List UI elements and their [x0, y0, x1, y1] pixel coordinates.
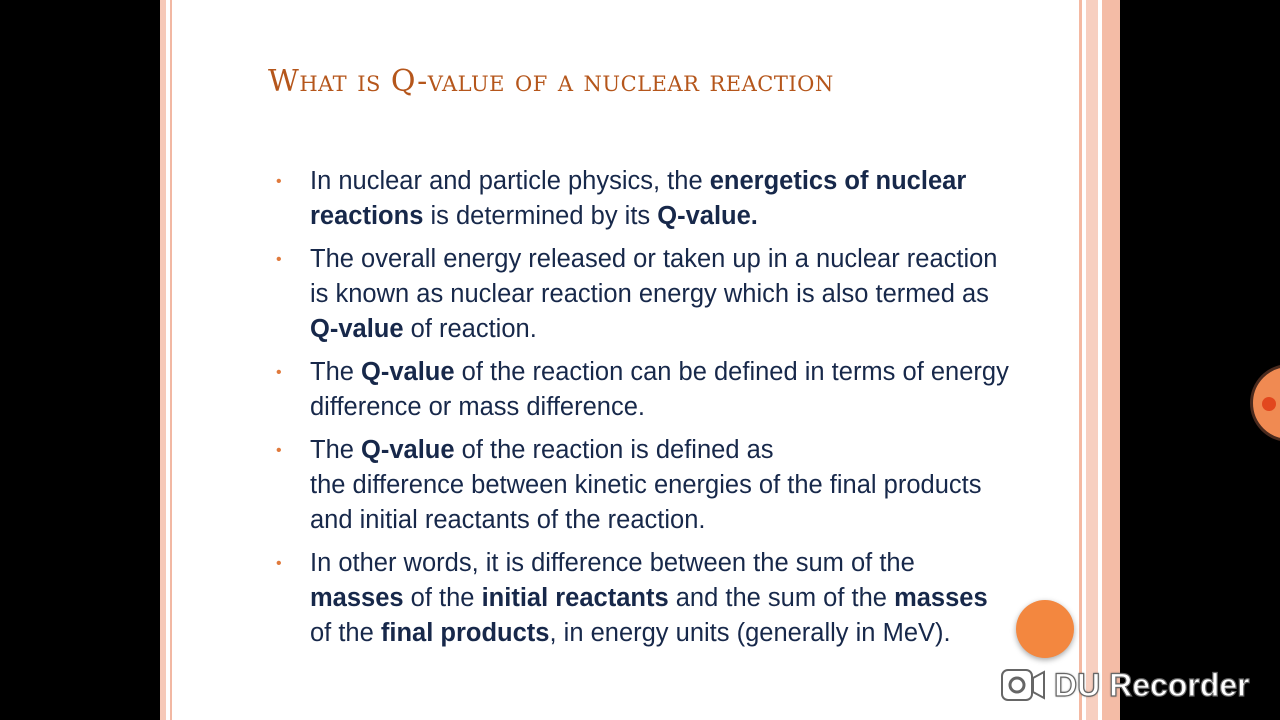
side-decoration-dot	[1262, 397, 1276, 411]
bullet-dot-icon: •	[276, 364, 282, 381]
bullet-list	[272, 164, 1012, 659]
bullet-bold-text: Q-value	[361, 358, 455, 386]
bullet-item	[272, 433, 1012, 538]
bullet-item	[272, 242, 1012, 347]
bullet-text-segment: The overall energy released or taken up in a nuclear reaction is known as nuclear reaction energy which is also termed as	[310, 245, 998, 308]
slide-title: What is Q-value of a nuclear reaction	[268, 64, 834, 99]
slide-border-stripe	[1086, 0, 1098, 720]
bullet-text-segment: , in energy units (generally in MeV).	[549, 619, 951, 647]
record-button[interactable]	[1016, 600, 1074, 658]
bullet-bold-text: masses	[894, 584, 988, 612]
bullet-bold-text: masses	[310, 584, 404, 612]
bullet-text-segment: The	[310, 358, 362, 386]
bullet-text-segment: is determined by its	[423, 202, 658, 230]
bullet-bold-text: Q-value.	[657, 202, 758, 230]
bullet-text-segment: of the	[403, 584, 482, 612]
du-recorder-camera-icon	[1000, 665, 1046, 705]
bullet-text	[310, 436, 981, 534]
bullet-item	[272, 164, 1012, 234]
bullet-text-segment: The	[310, 436, 362, 464]
bullet-text-segment: the difference between kinetic energies of the final products and initial reactants of the reaction.	[310, 471, 982, 534]
bullet-text-segment: of the	[310, 619, 381, 647]
bullet-text	[310, 358, 1009, 421]
bullet-bold-text: Q-value	[361, 436, 455, 464]
bullet-text	[310, 549, 988, 647]
bullet-dot-icon: •	[276, 173, 282, 190]
bullet-text-segment: In other words, it is difference between the sum of the	[310, 549, 915, 577]
bullet-item	[272, 355, 1012, 425]
bullet-item	[272, 546, 1012, 651]
slide-border-stripe	[1079, 0, 1082, 720]
bullet-dot-icon: •	[276, 251, 282, 268]
bullet-bold-text: final products	[380, 619, 550, 647]
bullet-text-segment: In nuclear and particle physics, the	[310, 167, 710, 195]
bullet-text	[310, 167, 966, 230]
bullet-text-segment: of reaction.	[403, 315, 537, 343]
presentation-slide	[160, 0, 1120, 720]
bullet-dot-icon: •	[276, 442, 282, 459]
bullet-text-segment: and the sum of the	[668, 584, 895, 612]
slide-border-stripe	[160, 0, 166, 720]
bullet-dot-icon: •	[276, 555, 282, 572]
bullet-text-segment: of the reaction can be defined in terms of energy difference or mass difference.	[310, 358, 1009, 421]
bullet-text	[310, 245, 998, 343]
bullet-text-segment: of the reaction is defined as	[454, 436, 774, 464]
bullet-bold-text: Q-value	[310, 315, 404, 343]
watermark-text: DU Recorder	[1054, 666, 1250, 703]
recorder-watermark	[1000, 663, 1250, 707]
slide-border-stripe	[1102, 0, 1120, 720]
bullet-bold-text: energetics of nuclear reactions	[310, 167, 967, 230]
slide-border-stripe	[170, 0, 172, 720]
bullet-bold-text: initial reactants	[481, 584, 669, 612]
